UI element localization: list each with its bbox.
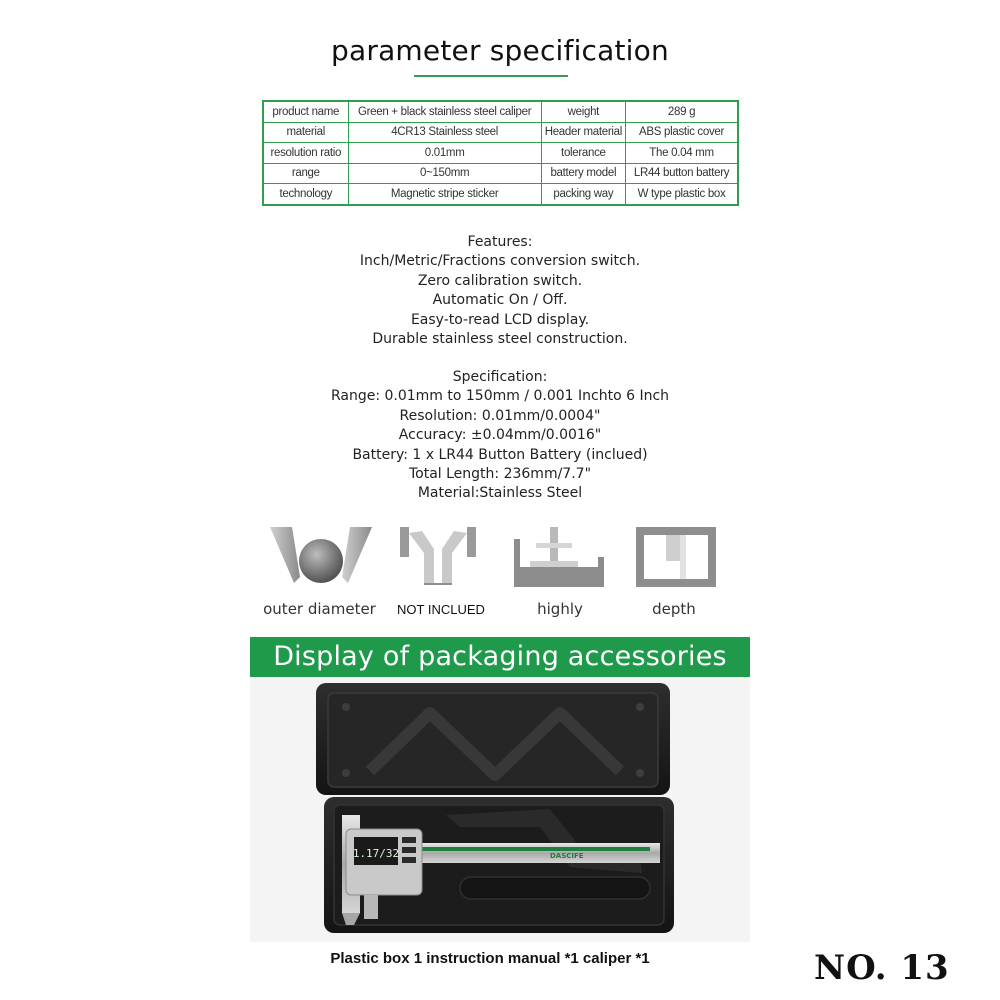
packaging-banner: Display of packaging accessories	[250, 637, 750, 677]
spec-label-cell: resolution ratio	[263, 143, 348, 164]
step-height-icon	[514, 527, 604, 587]
features-line: Inch/Metric/Fractions conversion switch.	[359, 253, 641, 270]
features-line: Easy-to-read LCD display.	[410, 311, 590, 328]
spec-label-cell: packing way	[541, 184, 625, 205]
outer-diameter-icon	[270, 527, 372, 585]
title-underline	[414, 75, 568, 77]
spec-label-cell: range	[263, 163, 348, 184]
spec-label-cell: material	[263, 122, 348, 143]
specification-line: Material:Stainless Steel	[417, 485, 583, 502]
spec-value-cell: Magnetic stripe sticker	[348, 184, 541, 205]
specification-line: Resolution: 0.01mm/0.0004"	[399, 407, 601, 424]
spec-label-cell: technology	[263, 184, 348, 205]
spec-label-cell: Header material	[541, 122, 625, 143]
measurement-label: outer diameter	[263, 600, 376, 618]
spec-value-cell: Green + black stainless steel caliper	[348, 101, 541, 122]
page-title: parameter specification	[331, 34, 669, 67]
features-line: Durable stainless steel construction.	[372, 330, 628, 347]
specification-line: Total Length: 236mm/7.7"	[408, 465, 592, 482]
spec-label-cell: weight	[541, 101, 625, 122]
spec-value-cell: 4CR13 Stainless steel	[348, 122, 541, 143]
spec-table-row	[263, 122, 738, 143]
features-line: Automatic On / Off.	[432, 292, 568, 309]
measurement-label: highly	[537, 600, 583, 618]
features-line: Features:	[467, 234, 533, 250]
specification-block	[0, 368, 1000, 504]
spec-label-cell: battery model	[541, 163, 625, 184]
specification-line: Range: 0.01mm to 150mm / 0.001 Inchto 6 Inch	[330, 388, 670, 405]
measurement-label: depth	[652, 600, 696, 618]
spec-value-cell: 0.01mm	[348, 143, 541, 164]
features-line: Zero calibration switch.	[417, 272, 583, 289]
spec-value-cell: The 0.04 mm	[626, 143, 738, 164]
depth-icon	[636, 527, 716, 587]
specification-line: Specification:	[452, 369, 548, 385]
features-block	[0, 233, 1000, 349]
specification-line: Accuracy: ±0.04mm/0.0016"	[398, 427, 602, 444]
measurement-label: NOT INCLUED	[397, 602, 485, 617]
spec-label-cell: product name	[263, 101, 348, 122]
spec-value-cell: LR44 button battery	[626, 163, 738, 184]
spec-table-row	[263, 163, 738, 184]
spec-table-row	[263, 184, 738, 205]
number-badge: NO. 13	[814, 948, 950, 988]
spec-table-row	[263, 101, 738, 122]
specification-line: Battery: 1 x LR44 Button Battery (inclued)	[352, 446, 648, 463]
packaging-caption: Plastic box 1 instruction manual *1 caliper *1	[330, 950, 650, 967]
spec-value-cell: 289 g	[626, 101, 738, 122]
spec-value-cell: W type plastic box	[626, 184, 738, 205]
spec-table	[262, 100, 739, 206]
caliper-brand: DASCIFE	[550, 852, 584, 860]
caliper-display-reading: 1.17/32	[352, 847, 400, 860]
spec-value-cell: ABS plastic cover	[626, 122, 738, 143]
inner-diameter-icon	[400, 527, 476, 585]
spec-table-row	[263, 143, 738, 164]
packaging-photo	[250, 677, 750, 942]
spec-label-cell: tolerance	[541, 143, 625, 164]
spec-value-cell: 0~150mm	[348, 163, 541, 184]
